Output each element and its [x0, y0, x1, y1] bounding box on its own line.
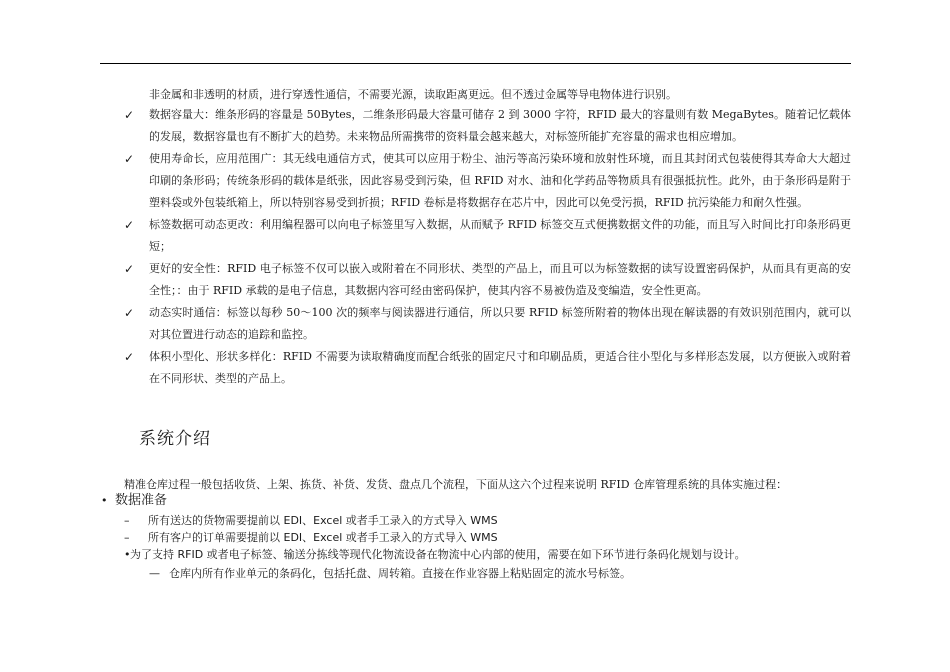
- checkmark-icon: ✓: [124, 218, 135, 232]
- advantage-text: 标签数据可动态更改：利用编程器可以向电子标签里写入数据，从而赋予 RFID 标签交互式便携数据文件的功能，而且写入时间比打印条形码更短；: [149, 218, 851, 253]
- advantage-text: 数据容量大：维条形码的容量是 50Bytes，二维条形码最大容量可储存 2 到 3000 字符，RFID 最大的容量则有数 MegaBytes。随着记忆载体的发展，数据容量也有不断扩大的趋势。未来物品所需携带的资料量会越来越大，对标签所能扩充容量的需求也相应增加。: [149, 108, 851, 143]
- dash-icon: –: [124, 531, 130, 544]
- advantage-item-capacity: [124, 104, 851, 148]
- advantage-text: 动态实时通信：标签以每秒 50～100 次的频率与阅读器进行通信，所以只要 RFID 标签所附着的物体出现在解读器的有效识别范围内，就可以对其位置进行动态的追踪和监控。: [149, 306, 851, 341]
- advantage-text: 使用寿命长，应用范围广：其无线电通信方式，使其可以应用于粉尘、油污等高污染环境和放射性环境，而且其封闭式包装使得其寿命大大超过印刷的条形码；传统条形码的载体是纸张，因此容易受到污染，但 RFID 对水、油和化学药品等物质具有很强抵抗性。此外，由于条形码是附于塑料袋或外包装纸箱上，所以特别容易受到折损；RFID 卷标是将数据存在芯片中，因此可以免受污损，RFID 抗污染能力和耐久性强。: [149, 152, 851, 209]
- checkmark-icon: ✓: [124, 108, 135, 122]
- advantage-text: 更好的安全性：RFID 电子标签不仅可以嵌入或附着在不同形状、类型的产品上，而且可以为标签数据的读写设置密码保护，从而具有更高的安全性；：由于 RFID 承载的是电子信息，其数据内容可经由密码保护，使其内容不易被伪造及变编造，安全性更高。: [149, 262, 851, 297]
- advantage-item-dynamic-update: [124, 214, 851, 258]
- sub-item: [124, 512, 498, 530]
- bullet-icon: •: [124, 548, 131, 561]
- checkmark-icon: ✓: [124, 262, 135, 276]
- sub-item: [124, 529, 498, 547]
- checkmark-icon: ✓: [124, 350, 135, 364]
- header-rule: [100, 63, 851, 64]
- advantage-item-miniaturization: [124, 346, 851, 390]
- dash-icon: –: [124, 514, 130, 527]
- bullet-icon: •: [101, 494, 108, 507]
- sub-item-text: 所有客户的订单需要提前以 EDI、Excel 或者手工录入的方式导入 WMS: [148, 531, 498, 544]
- intro-paragraph: 精准仓库过程一般包括收货、上架、拣货、补货、发货、盘点几个流程，下面从这六个过程来说明 RFID 仓库管理系统的具体实施过程：: [124, 478, 788, 491]
- support-paragraph: [124, 546, 746, 564]
- barcode-planning-text: 仓库内所有作业单元的条码化，包括托盘、周转箱。直接在作业容器上粘贴固定的流水号标签。: [169, 567, 631, 580]
- sub-item-text: 所有送达的货物需要提前以 EDI、Excel 或者手工录入的方式导入 WMS: [148, 514, 498, 527]
- bullet-item-data-preparation: [101, 491, 167, 511]
- advantage-item-lifespan: [124, 148, 851, 214]
- advantage-item-realtime: [124, 302, 851, 346]
- checkmark-icon: ✓: [124, 306, 135, 320]
- advantages-list: [124, 104, 851, 390]
- checkmark-icon: ✓: [124, 152, 135, 166]
- support-text: 为了支持 RFID 或者电子标签、输送分拣线等现代化物流设备在物流中心内部的使用，需要在如下环节进行条码化规划与设计。: [130, 548, 746, 561]
- continuation-paragraph: 非金属和非透明的材质，进行穿透性通信，不需要光源，读取距离更远。但不透过金属等导电物体进行识别。: [149, 88, 677, 101]
- dash-icon: —: [149, 567, 160, 580]
- barcode-planning-item: [149, 565, 631, 583]
- bullet-label: 数据准备: [115, 493, 168, 508]
- advantage-item-security: [124, 258, 851, 302]
- advantage-text: 体积小型化、形状多样化：RFID 不需要为读取精确度而配合纸张的固定尺寸和印刷品质，更适合往小型化与多样形态发展，以方便嵌入或附着在不同形状、类型的产品上。: [149, 350, 851, 385]
- section-title: 系统介绍: [139, 429, 211, 449]
